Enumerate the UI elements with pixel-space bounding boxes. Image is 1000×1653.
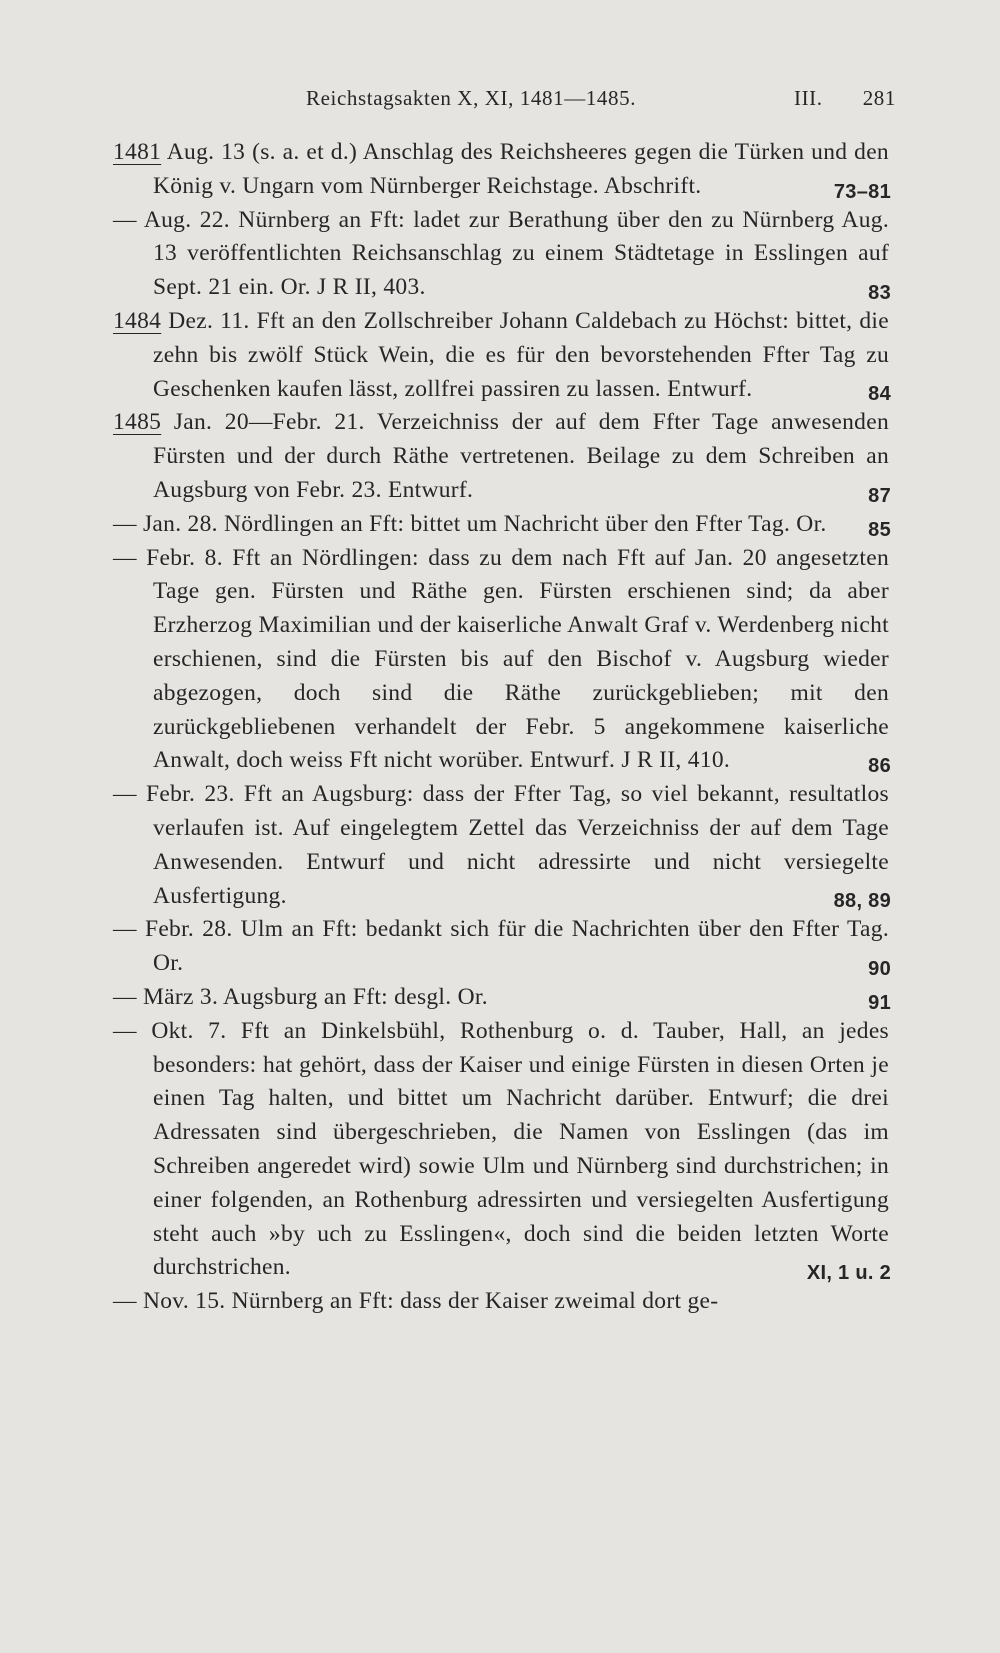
list-item xyxy=(113,1015,893,1285)
entry-number: 86 xyxy=(868,755,891,778)
list-item xyxy=(113,778,893,913)
entry-text: Dez. 11. Fft an den Zollschreiber Johann Caldebach zu Höchst: bittet, die zehn bis zwölf Stück Wein, die es für den bevorstehenden Ffter Tag zu Geschenken kaufen lässt, zollfrei passiren zu lassen. Entwurf. xyxy=(153,307,889,402)
list-item xyxy=(113,406,893,507)
entry-number: 73–81 xyxy=(833,180,891,203)
entry-text: — März 3. Augsburg an Fft: desgl. Or. xyxy=(113,983,488,1010)
list-item xyxy=(113,136,893,204)
entry-number: 91 xyxy=(868,991,891,1014)
entry-text: Aug. 13 (s. a. et d.) Anschlag des Reichsheeres gegen die Türken und den König v. Ungarn vom Nürnberger Reichstage. Abschrift. xyxy=(153,139,889,199)
list-item xyxy=(113,204,893,305)
list-item xyxy=(113,913,893,981)
entry-list xyxy=(113,136,893,1319)
list-item xyxy=(113,542,893,779)
list-item xyxy=(113,1285,893,1319)
entry-text: — Febr. 28. Ulm an Fft: bedankt sich für die Nachrichten über den Ffter Tag. Or. xyxy=(113,916,889,977)
entry-year: 1485 xyxy=(113,409,162,436)
entry-number: 83 xyxy=(868,281,891,304)
entry-number: 85 xyxy=(868,518,891,541)
page-number: 281 xyxy=(862,86,896,110)
entry-text: — Okt. 7. Fft an Dinkelsbühl, Rothenburg o. d. Tauber, Hall, an jedes besonders: hat gehört, dass der Kaiser und einige Fürsten in diesen Orten je einen Tag halten, und bittet um Nachricht darüber. Entwurf; die drei Adressaten sind übergeschrieben, die Namen von Esslingen (das im Schreiben angeredet wird) sowie Ulm und Nürnberg sind durchstrichen; in einer folgenden, an Rothenburg adressirten und versiegelten Ausfertigung steht auch »by uch zu Esslingen«, doch sind die beiden letzten Worte durchstrichen. xyxy=(113,1017,889,1281)
list-item xyxy=(113,305,893,406)
entry-text: — Febr. 23. Fft an Augsburg: dass der Ffter Tag, so viel bekannt, resultatlos verlaufen ist. Auf eingelegtem Zettel das Verzeichniss der auf dem Tage Anwesenden. Entwurf und nicht adressirte und nicht versiegelte Ausfertigung. xyxy=(113,781,889,909)
entry-year: 1484 xyxy=(113,307,162,334)
entry-text: — Jan. 28. Nördlingen an Fft: bittet um Nachricht über den Ffter Tag. Or. xyxy=(113,510,827,537)
entry-text: — Febr. 8. Fft an Nördlingen: dass zu dem nach Fft auf Jan. 20 angesetzten Tage gen. Fürsten und Räthe gen. Fürsten erschienen sind; da aber Erzherzog Maximilian und der kaiserliche Anwalt Graf v. Werdenberg nicht erschienen, sind die Fürsten bis auf den Bischof v. Augsburg wieder abgezogen, doch sind die Räthe zurückgeblieben; mit den zurückgebliebenen verhandelt der Febr. 5 angekommene kaiserliche Anwalt, doch weiss Fft nicht worüber. Entwurf. J R II, 410. xyxy=(113,544,889,774)
entry-number: XI, 1 u. 2 xyxy=(806,1262,891,1285)
entry-text: Jan. 20—Febr. 21. Verzeichniss der auf dem Ffter Tage anwesenden Fürsten und der durch Räthe vertretenen. Beilage zu dem Schreiben an Augsburg von Febr. 23. Entwurf. xyxy=(153,409,889,503)
entry-number: 84 xyxy=(868,383,891,406)
entry-number: 88, 89 xyxy=(833,890,891,913)
entry-text: — Aug. 22. Nürnberg an Fft: ladet zur Berathung über den zu Nürnberg Aug. 13 veröffentlichten Reichsanschlag zu einem Städtetage in Esslingen auf Sept. 21 ein. Or. J R II, 403. xyxy=(113,206,889,301)
entry-number: 87 xyxy=(868,484,891,507)
header-title: Reichstagsakten X, XI, 1481—1485. xyxy=(306,86,637,110)
running-header xyxy=(306,86,896,120)
entry-text: — Nov. 15. Nürnberg an Fft: dass der Kaiser zweimal dort ge- xyxy=(113,1288,719,1315)
entry-number: 90 xyxy=(868,957,891,980)
entry-year: 1481 xyxy=(113,139,162,165)
list-item xyxy=(113,508,893,542)
header-section: III. xyxy=(794,86,823,110)
list-item xyxy=(113,981,893,1015)
